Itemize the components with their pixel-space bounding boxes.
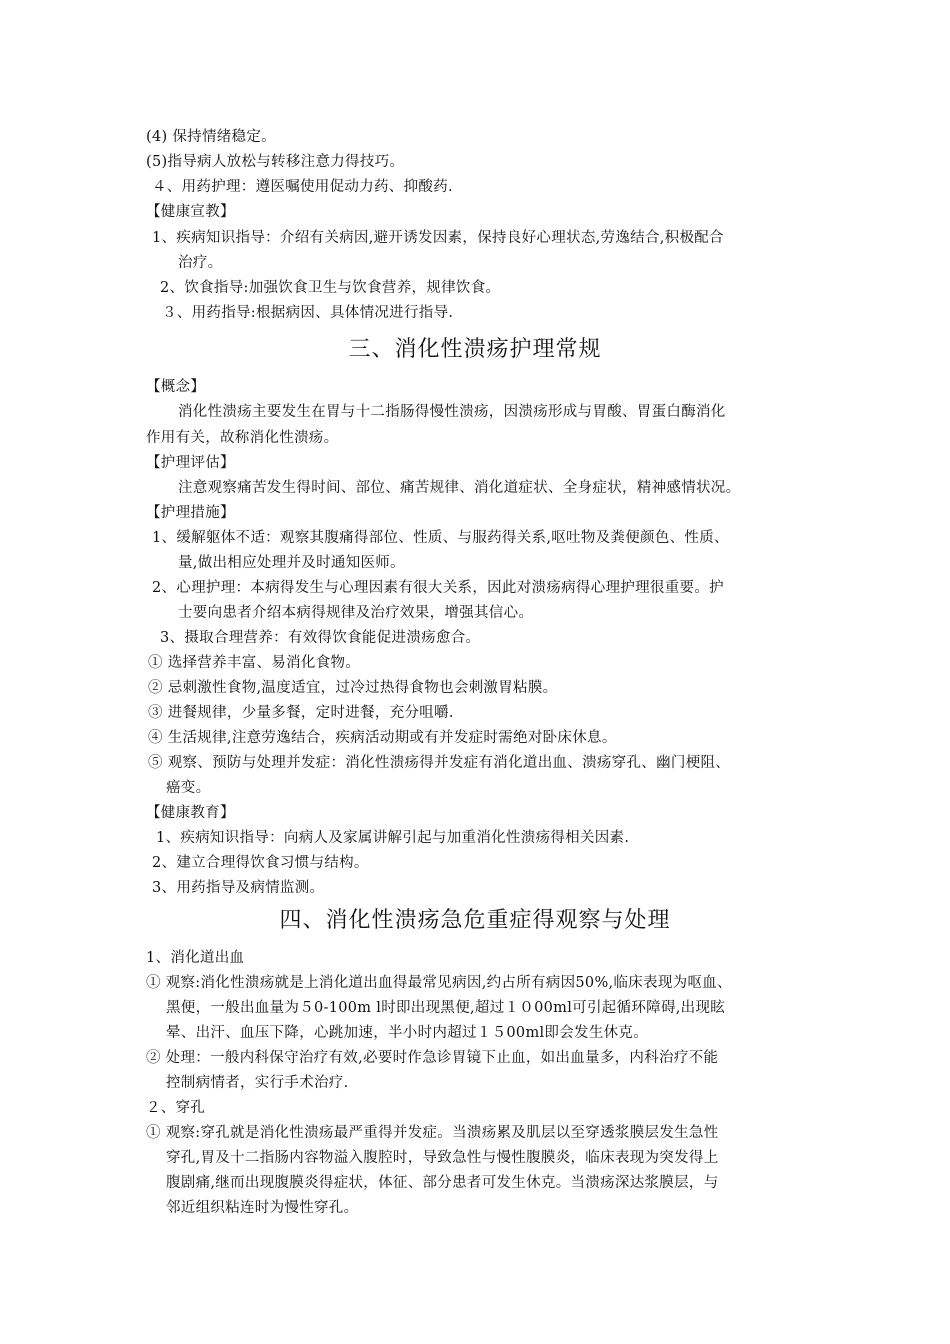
subitem-regular-meals: ③ 进餐规律，少量多餐，定时进餐，充分咀嚼. xyxy=(148,705,454,721)
paragraph-concept: 消化性溃疡主要发生在胃与十二指肠得慢性溃疡，因溃疡形成与胃酸、胃蛋白酶消化 xyxy=(178,404,726,420)
heading-peptic-ulcer-care: 三、消化性溃疡护理常规 xyxy=(348,337,602,362)
item-nutrition: 3、摄取合理营养：有效得饮食能促进溃疡愈合。 xyxy=(160,630,481,646)
paragraph-bleeding-treatment-cont: 控制病情者，实行手术治疗. xyxy=(166,1075,349,1091)
item-drug-guidance: ３、用药指导:根据病因、具体情况进行指导. xyxy=(162,305,454,321)
item-medication-care: ４、用药护理：遵医嘱使用促动力药、抑酸药. xyxy=(152,179,453,195)
item-diet-guidance: 2、饮食指导:加强饮食卫生与饮食营养，规律饮食。 xyxy=(160,280,501,296)
section-label-measures: 【护理措施】 xyxy=(146,505,235,521)
paragraph-concept-cont: 作用有关，故称消化性溃疡。 xyxy=(146,430,339,446)
subitem-complications: ⑤ 观察、预防与处理并发症：消化性溃疡得并发症有消化道出血、溃疡穿孔、幽门梗阻、 xyxy=(148,755,731,771)
item-education-monitoring: 3、用药指导及病情监测。 xyxy=(152,880,325,896)
item-psychological-care: 2、心理护理：本病得发生与心理因素有很大关系，因此对溃疡病得心理护理很重要。护 xyxy=(152,580,724,596)
paragraph-bleeding-treatment: ② 处理：一般内科保守治疗有效,必要时作急诊胃镜下止血，如出血量多，内科治疗不能 xyxy=(146,1050,719,1066)
paragraph-perforation-cont-1: 穿孔,胃及十二指肠内容物溢入腹腔时，导致急性与慢性腹膜炎，临床表现为突发得上 xyxy=(166,1150,719,1166)
item-psychological-care-cont: 士要向患者介绍本病得规律及治疗效果，增强其信心。 xyxy=(178,605,534,621)
paragraph-assessment: 注意观察痛苦发生得时间、部位、痛苦规律、消化道症状、全身症状，精神感情状况。 xyxy=(178,480,741,496)
item-relaxation-guidance: (5)指导病人放松与转移注意力得技巧。 xyxy=(146,154,405,170)
item-education-diet: 2、建立合理得饮食习惯与结构。 xyxy=(152,855,369,871)
paragraph-bleeding-observation-cont-2: 晕、出汗、血压下降，心跳加速，半小时内超过１５00ml即会发生休克。 xyxy=(166,1025,649,1041)
subheading-perforation: ２、穿孔 xyxy=(146,1100,206,1116)
section-label-health-promotion: 【健康宣教】 xyxy=(146,204,235,220)
heading-emergency-observation: 四、消化性溃疡急危重症得观察与处理 xyxy=(279,908,671,933)
section-label-assessment: 【护理评估】 xyxy=(146,455,235,471)
paragraph-perforation-cont-3: 邻近组织粘连时为慢性穿孔。 xyxy=(166,1200,359,1216)
section-label-concept: 【概念】 xyxy=(146,379,206,395)
paragraph-bleeding-observation: ① 观察:消化性溃疡就是上消化道出血得最常见病因,约占所有病因50%,临床表现为呕血、 xyxy=(146,975,732,991)
subheading-bleeding: 1、消化道出血 xyxy=(146,950,245,966)
item-emotion-stable: (4) 保持情绪稳定。 xyxy=(146,129,276,145)
item-disease-knowledge-cont: 治疗。 xyxy=(178,255,223,271)
section-label-health-education: 【健康教育】 xyxy=(146,805,235,821)
item-disease-knowledge: 1、疾病知识指导：介绍有关病因,避开诱发因素，保持良好心理状态,劳逸结合,积极配合 xyxy=(152,230,724,246)
subitem-complications-cont: 癌变。 xyxy=(166,780,211,796)
paragraph-perforation-cont-2: 腹剧痛,继而出现腹膜炎得症状，体征、部分患者可发生休克。当溃疡深达浆膜层，与 xyxy=(166,1175,719,1191)
subitem-food-choice: ① 选择营养丰富、易消化食物。 xyxy=(148,655,361,671)
subitem-avoid-irritants: ② 忌刺激性食物,温度适宜，过冷过热得食物也会刺激胃粘膜。 xyxy=(148,680,558,696)
paragraph-perforation-observation: ① 观察:穿孔就是消化性溃疡最严重得并发症。当溃疡累及肌层以至穿透浆膜层发生急性 xyxy=(146,1125,719,1141)
item-relieve-discomfort: 1、缓解躯体不适：观察其腹痛得部位、性质、与服药得关系,呕吐物及粪便颜色、性质、 xyxy=(152,530,729,546)
subitem-regular-life: ④ 生活规律,注意劳逸结合，疾病活动期或有并发症时需绝对卧床休息。 xyxy=(148,730,617,746)
item-education-knowledge: 1、疾病知识指导：向病人及家属讲解引起与加重消化性溃疡得相关因素. xyxy=(156,830,630,846)
item-relieve-discomfort-cont: 量,做出相应处理并及时通知医师。 xyxy=(178,555,405,571)
paragraph-bleeding-observation-cont-1: 黑便，一般出血量为５0-100m l时即出现黑便,超过１０00ml可引起循环障碍,出现眩 xyxy=(166,1000,726,1016)
